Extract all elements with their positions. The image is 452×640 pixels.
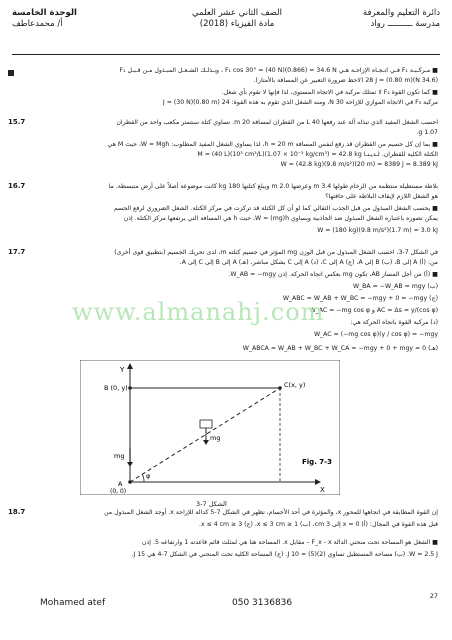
page-header: [12, 8, 440, 54]
problem-line: W_AC = (−mg cos φ)(y / cos φ) = −mgy: [313, 331, 438, 338]
angle-label: φ: [146, 472, 151, 480]
unit-label: الوحدة الخامسة: [12, 8, 77, 18]
figure-tag: Fig. 7-3: [302, 458, 332, 466]
problem-line: إن القوة المطابقة في اتجاهها للمحور x، والمؤثرة في أحد الأجسام، تظهر في الشكل 7-5 كدالة للإزاحة x. أوجد الشغل المبذول من: [104, 509, 438, 516]
problem-line: 1.07 g.: [416, 129, 438, 136]
problem-line: W = (42.8 kg)(9.8 m/s²)(20 m) = 8389 J = 8.389 kJ: [280, 161, 438, 168]
bullet-icon: [8, 70, 14, 76]
watermark: www.almanahj.com: [72, 298, 325, 326]
problem-line: (34.6 N)(0.80 m) = 28 J (لاحظ ضرورة التعبير عن المسافة بالأمتار).: [253, 77, 438, 84]
weight-arrowhead-right: [203, 440, 209, 445]
point-a-coord: (0, 0): [110, 488, 127, 495]
weight-arrowhead-left: [127, 462, 133, 467]
figure-caption: الشكل 7-3: [196, 500, 227, 508]
problem-line: هو الشغل اللازم لإيقاف البلاطة على حافتها؟: [325, 193, 438, 200]
x-axis-label: X: [320, 486, 325, 494]
ministry-name: دائرة التعليم والمعرفة: [362, 8, 440, 18]
problem-line: ■ الشغل هو المساحة تحت منحني الدالة F_x - x – مقابل x. المساحة هنا هي لمثلث قائم قاعدته 1 وارتفاعه 5. إذن: [141, 539, 438, 546]
problem-line: (هـ) W_ABCA = W_AB + W_BC + W_CA = −mgy + 0 + mgy = 0: [242, 345, 438, 352]
point-b-label: B (0, y): [104, 384, 128, 392]
point-c: [278, 386, 282, 390]
point-c-label: C(x, y): [284, 381, 306, 389]
problem-line: ■ يحسب الشغل المبذول من قبل الجذب الثقالي كما لو أن كل الكتلة قد تركزت في مركز الكتلة. الشغل الضروري لرفع الجسم: [113, 205, 438, 212]
problem-line: ■ كما تكون القوة F₂ لا تمتلك مركبة في الاتجاه المستوى، لذا فإنها لا تقوم بأي شغل.: [221, 89, 438, 96]
problem-number: 17.7: [8, 248, 26, 256]
point-b: [128, 386, 132, 390]
problem-line: (د) مركبة القوة باتجاه الحركة هي:: [350, 319, 438, 326]
grade-label: الصف الثاني عشر العلمي: [192, 8, 282, 18]
header-left: [12, 8, 77, 30]
problem-line: (ب) W_BA = −W_AB = mgy: [352, 283, 438, 290]
teacher-name: أ/ محمدعاطف: [12, 19, 63, 29]
problem-line: مركبة F₃ في الاتجاه الموازي للإزاحة 30 N، ومنه الشغل الذي تقوم به هذه القوة: 24 J = (30 N)(0.80 m): [162, 99, 438, 106]
header-right: [363, 8, 440, 30]
page-number: 27: [429, 592, 438, 600]
problem-line: احسب الشغل المفيد الذي تبذله آلة عند رفعها 40 L من القطران لمسافة 20 m. تساوي كتلة سنتمتر مكعب واحد من القطران: [116, 119, 438, 126]
problem-number: 16.7: [8, 182, 26, 190]
problem-line: ■ بما إن كل جسيم من القطران قد رفع لنفس المسافة h = 20 m، لذا يساوي الشغل المفيد المطلوب: W = Mgh، حيث M هي: [107, 141, 438, 148]
problem-line: الكتلة الكلية للقطران. لـديـنـا M = (40 L)(10³ cm³/L)(1.07 × 10⁻³ kg/cm³) = 42.8 kg: [197, 151, 438, 158]
figure-7-3: [80, 360, 340, 495]
problem-line: من: (أ) A إلى B، (ب) B إلى A، (ج) A إلى C، (د) A إلى C بشكل مباشر، (هـ) A إلى B إلى C إلى A.: [179, 259, 438, 266]
path-ac: [130, 388, 280, 482]
problem-number: 18.7: [8, 508, 26, 516]
problem-line: AC = Δs = y/(cos φ) و W_AC = −mg cos φ: [309, 307, 438, 314]
problem-line: يمكن تصوره باعتباره الشغل المبذول ضد الجاذبية ويساوي W = (mg)h، حيث h هي المسافة التي يرتفعها مركز الكتلة. إذن: [123, 215, 438, 222]
header-middle: [162, 8, 312, 30]
point-a: [128, 480, 132, 484]
problem-line: في الشكل 7-3، احسب الشغل المبذول من قبل الوزن mg المؤثر في جسيم كتلته m، لدى تحريك الجسيم (بتطبيق قوى أخرى): [114, 249, 438, 256]
y-arrowhead: [127, 363, 133, 369]
x-arrowhead: [315, 479, 321, 485]
angle-arc: [142, 474, 144, 482]
problem-line: قبل هذه القوة في المجال: (أ) x = 0 إلى 3 cm، (ب) 1 ≤ x ≤ 3 cm، (ج) 3 ≤ x ≤ 4 cm.: [198, 521, 438, 528]
footer-author: Mohamed atef: [40, 598, 106, 608]
problem-line: ■ (أ) من أجل المسار AB، تكون mg بعكس اتجاه الحركة. إذن W_AB = −mgy.: [228, 271, 438, 278]
problem-line: (ج) W_ABC = W_AB + W_BC = −mgy + 0 = −mgy: [282, 295, 438, 302]
point-a-label: A: [118, 480, 123, 488]
weight-label-left: mg: [114, 452, 125, 460]
mass-block: [200, 420, 212, 428]
problem-number: 15.7: [8, 118, 26, 126]
subject-year-label: مادة الفيزياء (2018): [199, 19, 275, 29]
problem-line: W = (180 kg)(9.8 m/s²)(1.7 m) = 3.0 kJ: [317, 227, 438, 234]
weight-label-right: mg: [210, 434, 221, 442]
footer-phone: 050 3136836: [232, 598, 293, 608]
school-name: مدرسة ــــــــــ رواد: [370, 19, 440, 29]
problem-line: ■ مـركـبـة F₁ فـي اتـجـاه الإزاحـة هـي F₁ cos 30° = (40 N)(0.866) = 34.6 N ، وبـذلـك الشـغـل المبـذول مـن قـبـل F₁: [119, 67, 438, 74]
problem-line: بلاطة مستطيلة منتظمة من الرخام طولها 3.4 m وعرضها 2.0 m ويبلغ كتلتها 180 kg كانت موضوعة أصلاً على أرض متبسطة. ما: [108, 183, 438, 190]
problem-line: W = 2.5 J. (ب) مساحة المستطيل تساوي (2)(5) = 10 J. (ج) المساحة الكلية تحت المنحني في الشكل 7-4 هي 15 J.: [131, 551, 438, 558]
header-divider: [12, 54, 440, 55]
y-axis-label: Y: [120, 366, 125, 374]
